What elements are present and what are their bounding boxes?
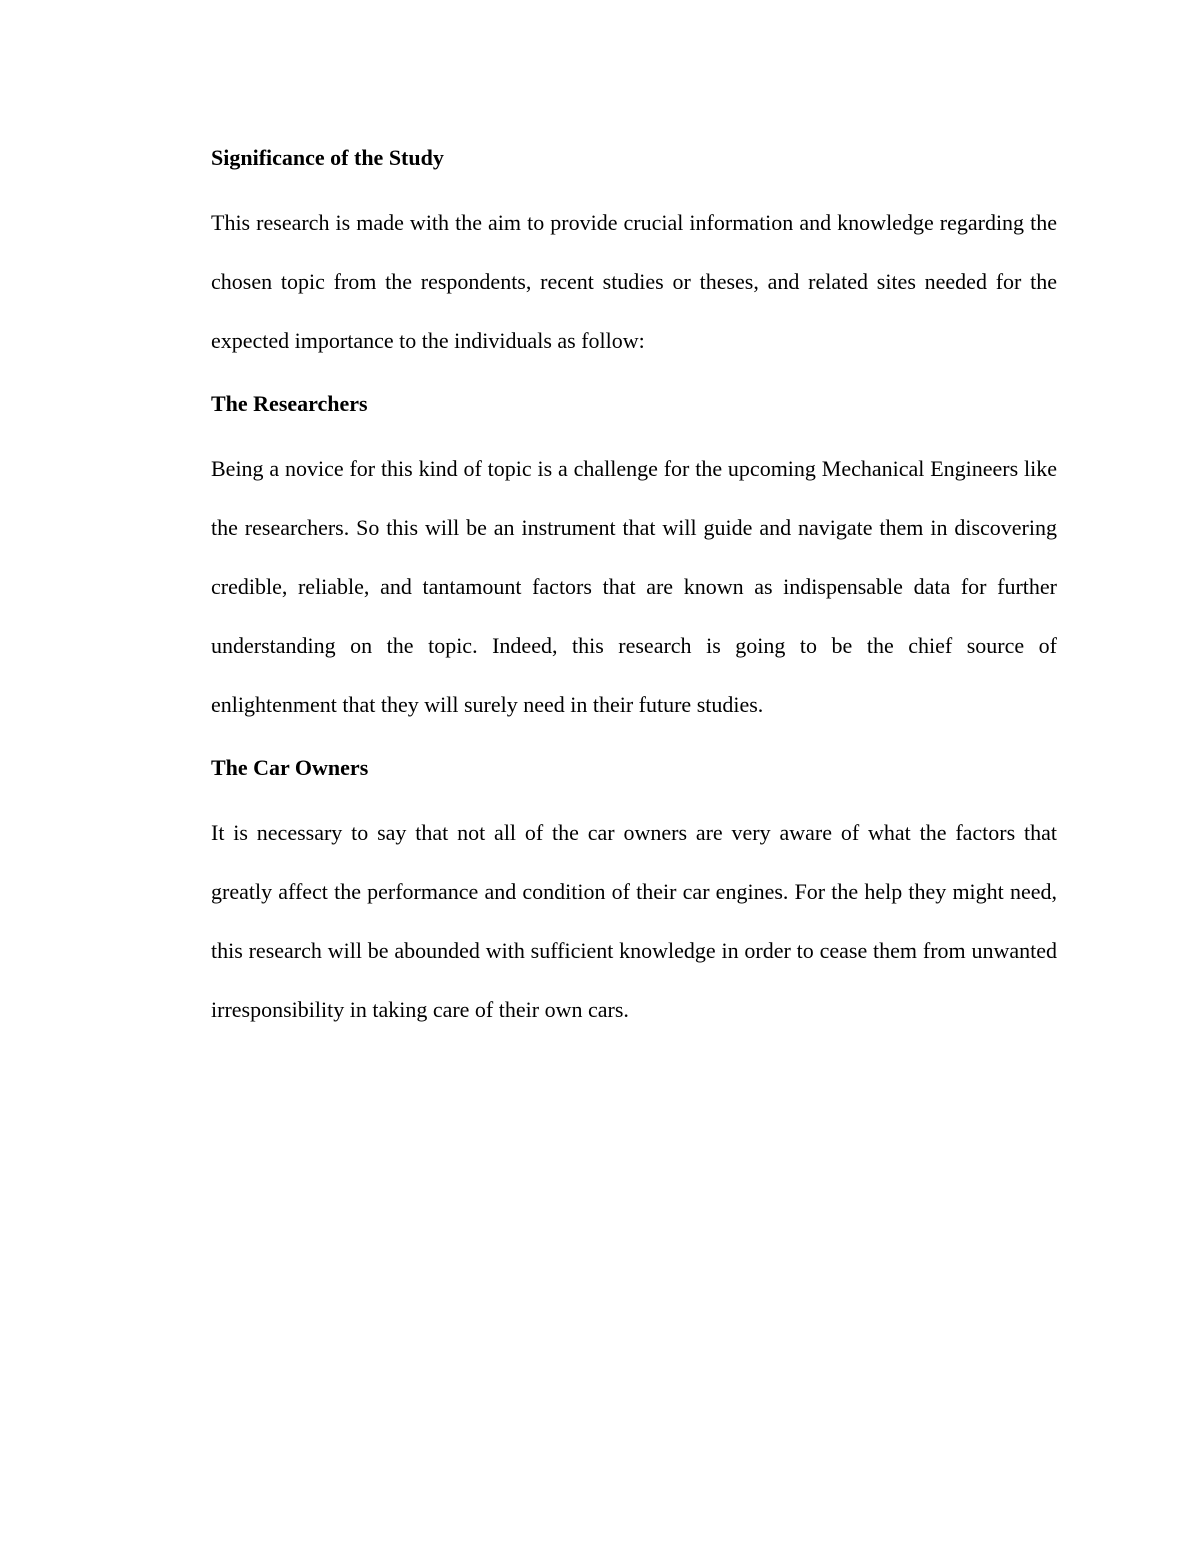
researchers-paragraph: Being a novice for this kind of topic is a challenge for the upcoming Mechanical Engineers like the researchers. So this will be an instrument that will guide and navigate them in discovering credible, reliable, and tantamount factors that are known as indispensable data for further understanding on the topic. Indeed, this research is going to be the chief source of enlightenment that they will surely need in their future studies. [211, 456, 1057, 717]
intro-paragraph: This research is made with the aim to provide crucial information and knowledge regarding the chosen topic from the respondents, recent studies or theses, and related sites needed for the expected importance to the individuals as follow: [211, 210, 1057, 353]
car-owners-paragraph: It is necessary to say that not all of the car owners are very aware of what the factors that greatly affect the performance and condition of their car engines. For the help they might need, this research will be abounded with sufficient knowledge in order to cease them from unwanted irresponsibility in taking care of their own cars. [211, 820, 1057, 1022]
researchers-heading: The Researchers [211, 391, 368, 417]
section-title: Significance of the Study [211, 145, 444, 170]
car-owners-heading: The Car Owners [211, 755, 369, 781]
document-body [211, 138, 1057, 1040]
